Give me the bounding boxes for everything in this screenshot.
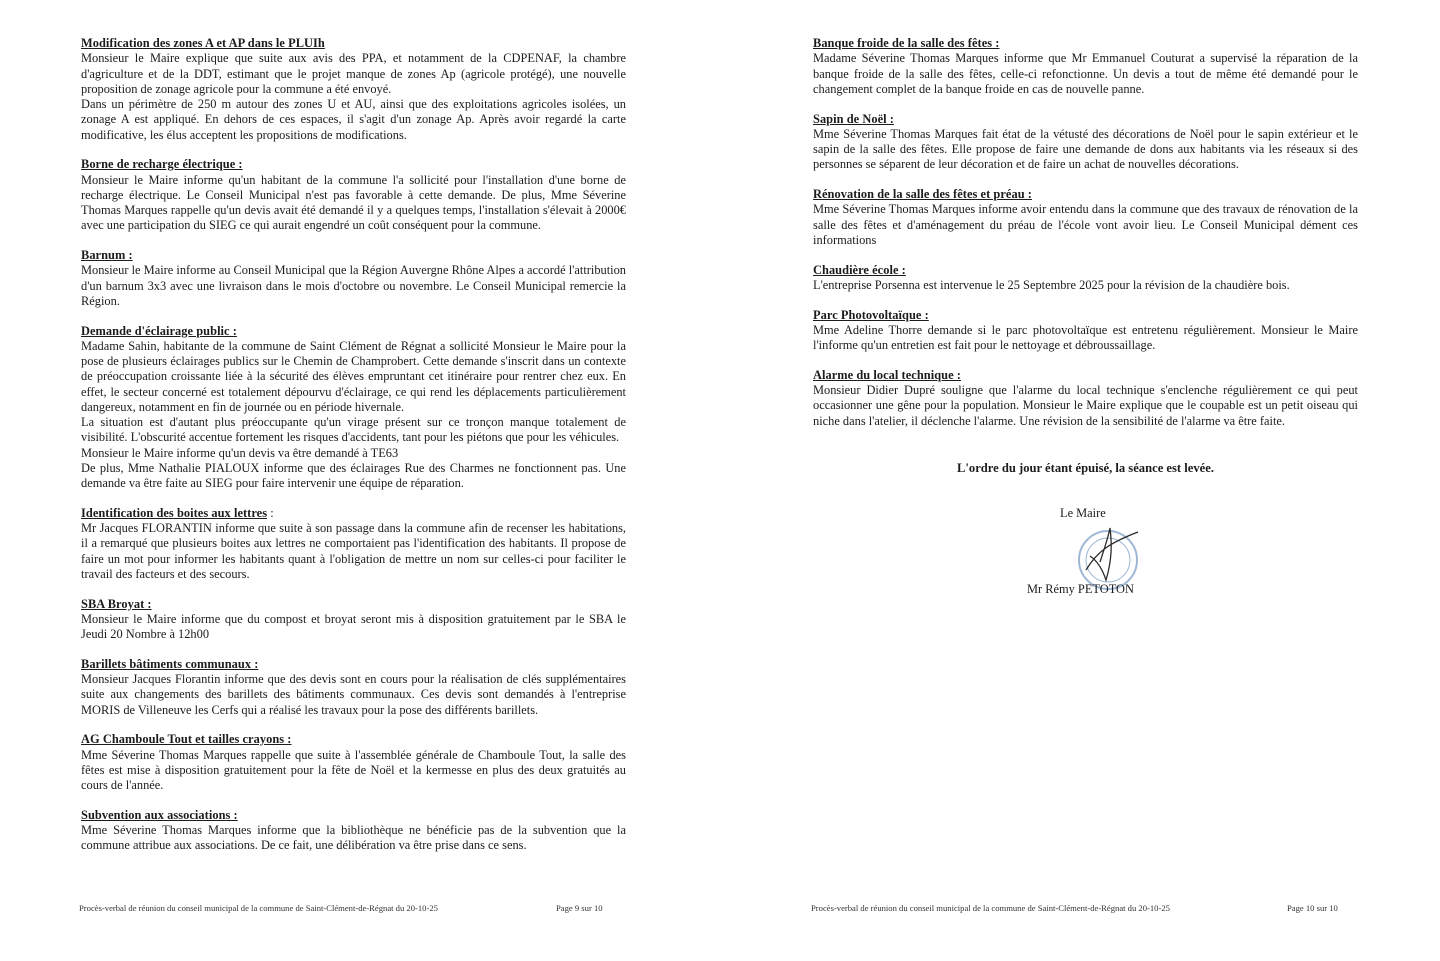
section-sapin-noel — [813, 112, 1358, 173]
section-heading-line — [81, 36, 626, 51]
section-paragraph: Monsieur le Maire explique que suite aux avis des PPA, et notamment de la CDPENAF, la chambre d'agriculture et de la DDT, estimant que le projet manque de zones Ap (agricole protégé), une nouvelle proposition de zonage agricole pour la commune a été envoyé. — [81, 51, 626, 96]
section-borne-recharge — [81, 157, 626, 233]
section-zones-a-ap — [81, 36, 626, 143]
page-9-footer-text: Procès-verbal de réunion du conseil municipal de la commune de Saint-Clément-de-Régnat du 20-10-25 — [79, 903, 438, 913]
section-paragraph: Monsieur le Maire informe qu'un habitant de la commune l'a sollicité pour l'installation d'une borne de recharge électrique. Le Conseil Municipal n'est pas favorable à cette demande. De plus, Mme Séverine Thomas Marques rappelle qu'un devis avait été demandé il y a quelques temps, l'installation s'élevait à 2000€ avec une participation du SIEG ce qui aurait engendré un coût conséquent pour la commune. — [81, 172, 626, 233]
section-barillets — [81, 657, 626, 718]
section-paragraph: De plus, Mme Nathalie PIALOUX informe que des éclairages Rue des Charmes ne fonctionnent pas. Une demande va être faite au SIEG pour faire intervenir une équipe de réparation. — [81, 460, 626, 490]
page-10-page-number: Page 10 sur 10 — [1287, 903, 1338, 913]
section-paragraph: L'entreprise Porsenna est intervenue le 25 Septembre 2025 pour la révision de la chaudière bois. — [813, 277, 1290, 292]
section-paragraph: Monsieur le Maire informe que du compost et broyat seront mis à disposition gratuitement par le SBA le Jeudi 20 Nombre à 12h00 — [81, 611, 626, 641]
section-heading-line — [81, 732, 626, 747]
section-heading-line — [81, 157, 626, 172]
page-9-page-number: Page 9 sur 10 — [556, 903, 603, 913]
section-heading-line — [813, 112, 1358, 127]
section-paragraph: Dans un périmètre de 250 m autour des zones U et AU, ainsi que des exploitations agricoles isolées, un zonage A est appliqué. En dehors de ces espaces, il s'agit d'un zonage Ap. Après avoir regardé la carte modificative, les élus acceptent les propositions de modifications. — [81, 97, 626, 142]
section-heading: Alarme du local technique : — [813, 367, 961, 382]
section-barnum — [81, 248, 626, 309]
section-sba-broyat — [81, 597, 626, 643]
section-heading: Parc Photovoltaïque : — [813, 307, 929, 322]
official-stamp-circle — [1079, 531, 1137, 589]
section-heading: Barillets bâtiments communaux : — [81, 656, 259, 671]
section-chaudiere-ecole — [813, 263, 1358, 294]
section-paragraph: Madame Sahin, habitante de la commune de Saint Clément de Régnat a sollicité Monsieur le Maire pour la pose de plusieurs éclairages publics sur le Chemin de Champrobert. Cette demande s'inscrit dans un contexte de préoccupation croissante liée à la sécurité des élèves empruntant cet itinéraire pour rentrer chez eux. En effet, le secteur concerné est totalement dépourvu d'éclairage, ce qui rend les déplacements particulièrement dangereux, notamment en fin de journée ou en période hivernale. — [81, 338, 626, 414]
section-heading-line — [81, 657, 626, 672]
section-heading-line — [813, 308, 1358, 323]
section-renovation-salle — [813, 187, 1358, 248]
section-heading: Sapin de Noël : — [813, 111, 894, 126]
section-parc-photovoltaique — [813, 308, 1358, 354]
section-paragraph: Monsieur Jacques Florantin informe que des devis sont en cours pour la réalisation de clés supplémentaires suite aux changements des barillets des bâtiments communaux. Ces devis sont demandés à l'entreprise MORIS de Villeneuve les Cerfs qui a réalisé les travaux pour la pose des différents barillets. — [81, 672, 626, 717]
section-paragraph: Monsieur Didier Dupré souligne que l'alarme du local technique s'enclenche régulièrement ce qui peut occasionner une gêne pour la population. Monsieur le Maire explique que le coupable est un petit oiseau qui niche dans l'atelier, il déclenche l'alarme. Une révision de la sensibilité de l'alarme va être faite. — [813, 383, 1358, 428]
section-heading-suffix: : — [267, 505, 274, 520]
section-heading-line — [813, 187, 1358, 202]
section-heading: Modification des zones A et AP dans le PLUIh — [81, 36, 325, 50]
section-heading: Banque froide de la salle des fêtes : — [813, 36, 1000, 50]
section-paragraph: Mme Séverine Thomas Marques fait état de la vétusté des décorations de Noël pour le sapin extérieur et le sapin de la salle des fêtes. Elle propose de faire une demande de dons aux habitants via les réseaux si des personnes se séparent de leur décoration et de faire un achat de nouvelles décorations. — [813, 126, 1358, 172]
section-boites-aux-lettres — [81, 506, 626, 582]
signature-name: Mr Rémy PETOTON — [1027, 582, 1134, 596]
section-heading: Barnum : — [81, 248, 133, 262]
section-paragraph: Mme Adeline Thorre demande si le parc photovoltaïque est entretenu régulièrement. Monsieur le Maire l'informe qu'un entretien est fait pour le nettoyage et débroussaillage. — [813, 322, 1358, 352]
section-paragraph: Mme Séverine Thomas Marques informe avoir entendu dans la commune que des travaux de rénovation de la salle des fêtes et d'aménagement du préau de l'école vont avoir lieu. Le Conseil Municipal dément ces informations — [813, 202, 1358, 247]
section-heading: Borne de recharge électrique : — [81, 157, 243, 172]
section-paragraph: Madame Séverine Thomas Marques informe que Mr Emmanuel Couturat a supervisé la réparation de la banque froide de la salle des fêtes, celle-ci refonctionne. Un devis a tout de même été demandé pour le changement complet de la banque froide en cas de nouvelle panne. — [813, 51, 1358, 96]
section-ag-chamboule-tout — [81, 732, 626, 793]
section-eclairage-public — [81, 324, 626, 492]
section-heading-line — [81, 248, 626, 263]
section-heading: Chaudière école : — [813, 262, 906, 277]
section-paragraph: La situation est d'autant plus préoccupante qu'un virage présent sur ce tronçon manque totalement de visibilité. L'obscurité accentue fortement les risques d'accidents, tant pour les piétons que pour les véhicules. — [81, 415, 626, 445]
section-heading-line — [81, 324, 626, 339]
section-heading: Identification des boites aux lettres — [81, 505, 268, 520]
page-10-content — [813, 36, 1358, 443]
section-paragraph: Mme Séverine Thomas Marques informe que la bibliothèque ne bénéficie pas de la subvention que la commune attribue aux associations. De ce fait, une délibération va être prise dans ce sens. — [81, 823, 626, 853]
page-9-content — [81, 36, 626, 868]
section-heading-line — [813, 368, 1358, 383]
section-heading: AG Chamboule Tout et tailles crayons : — [81, 732, 292, 747]
section-heading-line — [81, 808, 626, 823]
section-heading-line — [81, 597, 626, 612]
section-subvention — [81, 808, 626, 854]
page-10-footer-text: Procès-verbal de réunion du conseil municipal de la commune de Saint-Clément-de-Régnat du 20-10-25 — [811, 903, 1170, 913]
section-heading-line — [81, 506, 626, 521]
section-heading: Rénovation de la salle des fêtes et préau : — [813, 187, 1032, 201]
section-banque-froide — [813, 36, 1358, 97]
section-heading-line — [813, 36, 1358, 51]
section-alarme-local — [813, 368, 1358, 429]
section-paragraph: Mme Séverine Thomas Marques rappelle que suite à l'assemblée générale de Chamboule Tout, la salle des fêtes est mise à disposition gratuitement pour la fête de Noël et la kermesse en plus des deux gratuités au cours de l'année. — [81, 747, 626, 792]
section-paragraph: Monsieur le Maire informe au Conseil Municipal que la Région Auvergne Rhône Alpes a accordé l'attribution d'un barnum 3x3 avec une livraison dans le mois d'octobre ou novembre. Le Conseil Municipal remercie la Région. — [81, 263, 626, 308]
signature-title: Le Maire — [1060, 506, 1106, 520]
section-heading: SBA Broyat : — [81, 596, 152, 611]
section-heading: Demande d'éclairage public : — [81, 323, 237, 338]
section-heading: Subvention aux associations : — [81, 807, 238, 822]
page-10 — [720, 0, 1440, 961]
section-paragraph: Monsieur le Maire informe qu'un devis va être demandé à TE63 — [81, 445, 399, 460]
section-paragraph: Mr Jacques FLORANTIN informe que suite à son passage dans la commune afin de recenser les habitations, il a remarqué que plusieurs boites aux lettres ne comportaient pas l'identification des habitants. Il propose de faire un mot pour informer les habitants quant à l'obligation de mettre un nom sur celles-ci pour faciliter le travail des facteurs et des secours. — [81, 521, 626, 581]
closing-statement: L'ordre du jour étant épuisé, la séance est levée. — [957, 461, 1214, 475]
section-heading-line — [813, 263, 1358, 278]
